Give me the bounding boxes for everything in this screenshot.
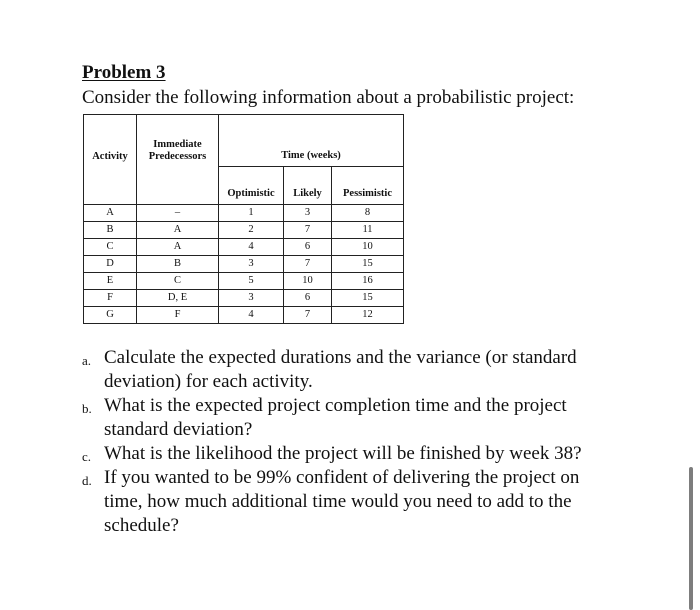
- header-pessimistic: Pessimistic: [332, 167, 404, 205]
- question-label: a.: [82, 353, 92, 368]
- header-immediate-predecessors: Immediate Predecessors: [137, 115, 219, 167]
- question-b: [82, 394, 622, 442]
- cell-predecessor: D, E: [137, 290, 219, 307]
- cell-predecessor: B: [137, 256, 219, 273]
- cell-predecessor: A: [137, 239, 219, 256]
- cell-activity: E: [84, 273, 137, 290]
- cell-activity: B: [84, 222, 137, 239]
- header-optimistic: Optimistic: [219, 167, 284, 205]
- cell-optimistic: 3: [219, 290, 284, 307]
- cell-activity: D: [84, 256, 137, 273]
- header-likely: Likely: [284, 167, 332, 205]
- table-row: [84, 256, 404, 273]
- cell-pessimistic: 10: [332, 239, 404, 256]
- cell-predecessor: –: [137, 205, 219, 222]
- cell-likely: 7: [284, 256, 332, 273]
- table-row: [84, 205, 404, 222]
- cell-pessimistic: 15: [332, 256, 404, 273]
- cell-pessimistic: 12: [332, 307, 404, 324]
- cell-likely: 7: [284, 307, 332, 324]
- vertical-scrollbar[interactable]: [689, 467, 693, 610]
- question-c: [82, 442, 622, 466]
- question-d: [82, 466, 622, 538]
- cell-pessimistic: 15: [332, 290, 404, 307]
- cell-likely: 10: [284, 273, 332, 290]
- table-row: [84, 239, 404, 256]
- table-row: [84, 222, 404, 239]
- cell-optimistic: 5: [219, 273, 284, 290]
- cell-activity: A: [84, 205, 137, 222]
- cell-predecessor: A: [137, 222, 219, 239]
- cell-likely: 6: [284, 239, 332, 256]
- question-text: What is the likelihood the project will be finished by week 38?: [104, 443, 582, 464]
- question-a: [82, 346, 622, 394]
- cell-optimistic: 4: [219, 239, 284, 256]
- header-blank-predecessors: [137, 167, 219, 205]
- cell-pessimistic: 11: [332, 222, 404, 239]
- cell-optimistic: 1: [219, 205, 284, 222]
- cell-likely: 3: [284, 205, 332, 222]
- question-list: [82, 346, 622, 538]
- question-text: If you wanted to be 99% confident of delivering the project on time, how much additional time would you need to add to the schedule?: [104, 467, 580, 536]
- problem-title: Problem 3: [82, 62, 166, 83]
- cell-predecessor: C: [137, 273, 219, 290]
- cell-predecessor: F: [137, 307, 219, 324]
- cell-optimistic: 3: [219, 256, 284, 273]
- cell-likely: 7: [284, 222, 332, 239]
- table-row: [84, 307, 404, 324]
- question-text: What is the expected project completion time and the project standard deviation?: [104, 395, 567, 440]
- cell-activity: G: [84, 307, 137, 324]
- header-activity: Activity: [84, 115, 137, 167]
- cell-likely: 6: [284, 290, 332, 307]
- cell-activity: C: [84, 239, 137, 256]
- question-text: Calculate the expected durations and the variance (or standard deviation) for each activity.: [104, 347, 577, 392]
- question-label: b.: [82, 401, 92, 416]
- problem-intro: Consider the following information about a probabilistic project:: [82, 87, 575, 108]
- header-blank-activity: [84, 167, 137, 205]
- table-row: [84, 273, 404, 290]
- table-row: [84, 290, 404, 307]
- cell-pessimistic: 8: [332, 205, 404, 222]
- cell-pessimistic: 16: [332, 273, 404, 290]
- cell-optimistic: 2: [219, 222, 284, 239]
- question-label: c.: [82, 449, 92, 464]
- cell-activity: F: [84, 290, 137, 307]
- cell-optimistic: 4: [219, 307, 284, 324]
- question-label: d.: [82, 473, 92, 488]
- header-time-weeks: Time (weeks): [219, 115, 404, 167]
- activity-time-table: [83, 114, 404, 324]
